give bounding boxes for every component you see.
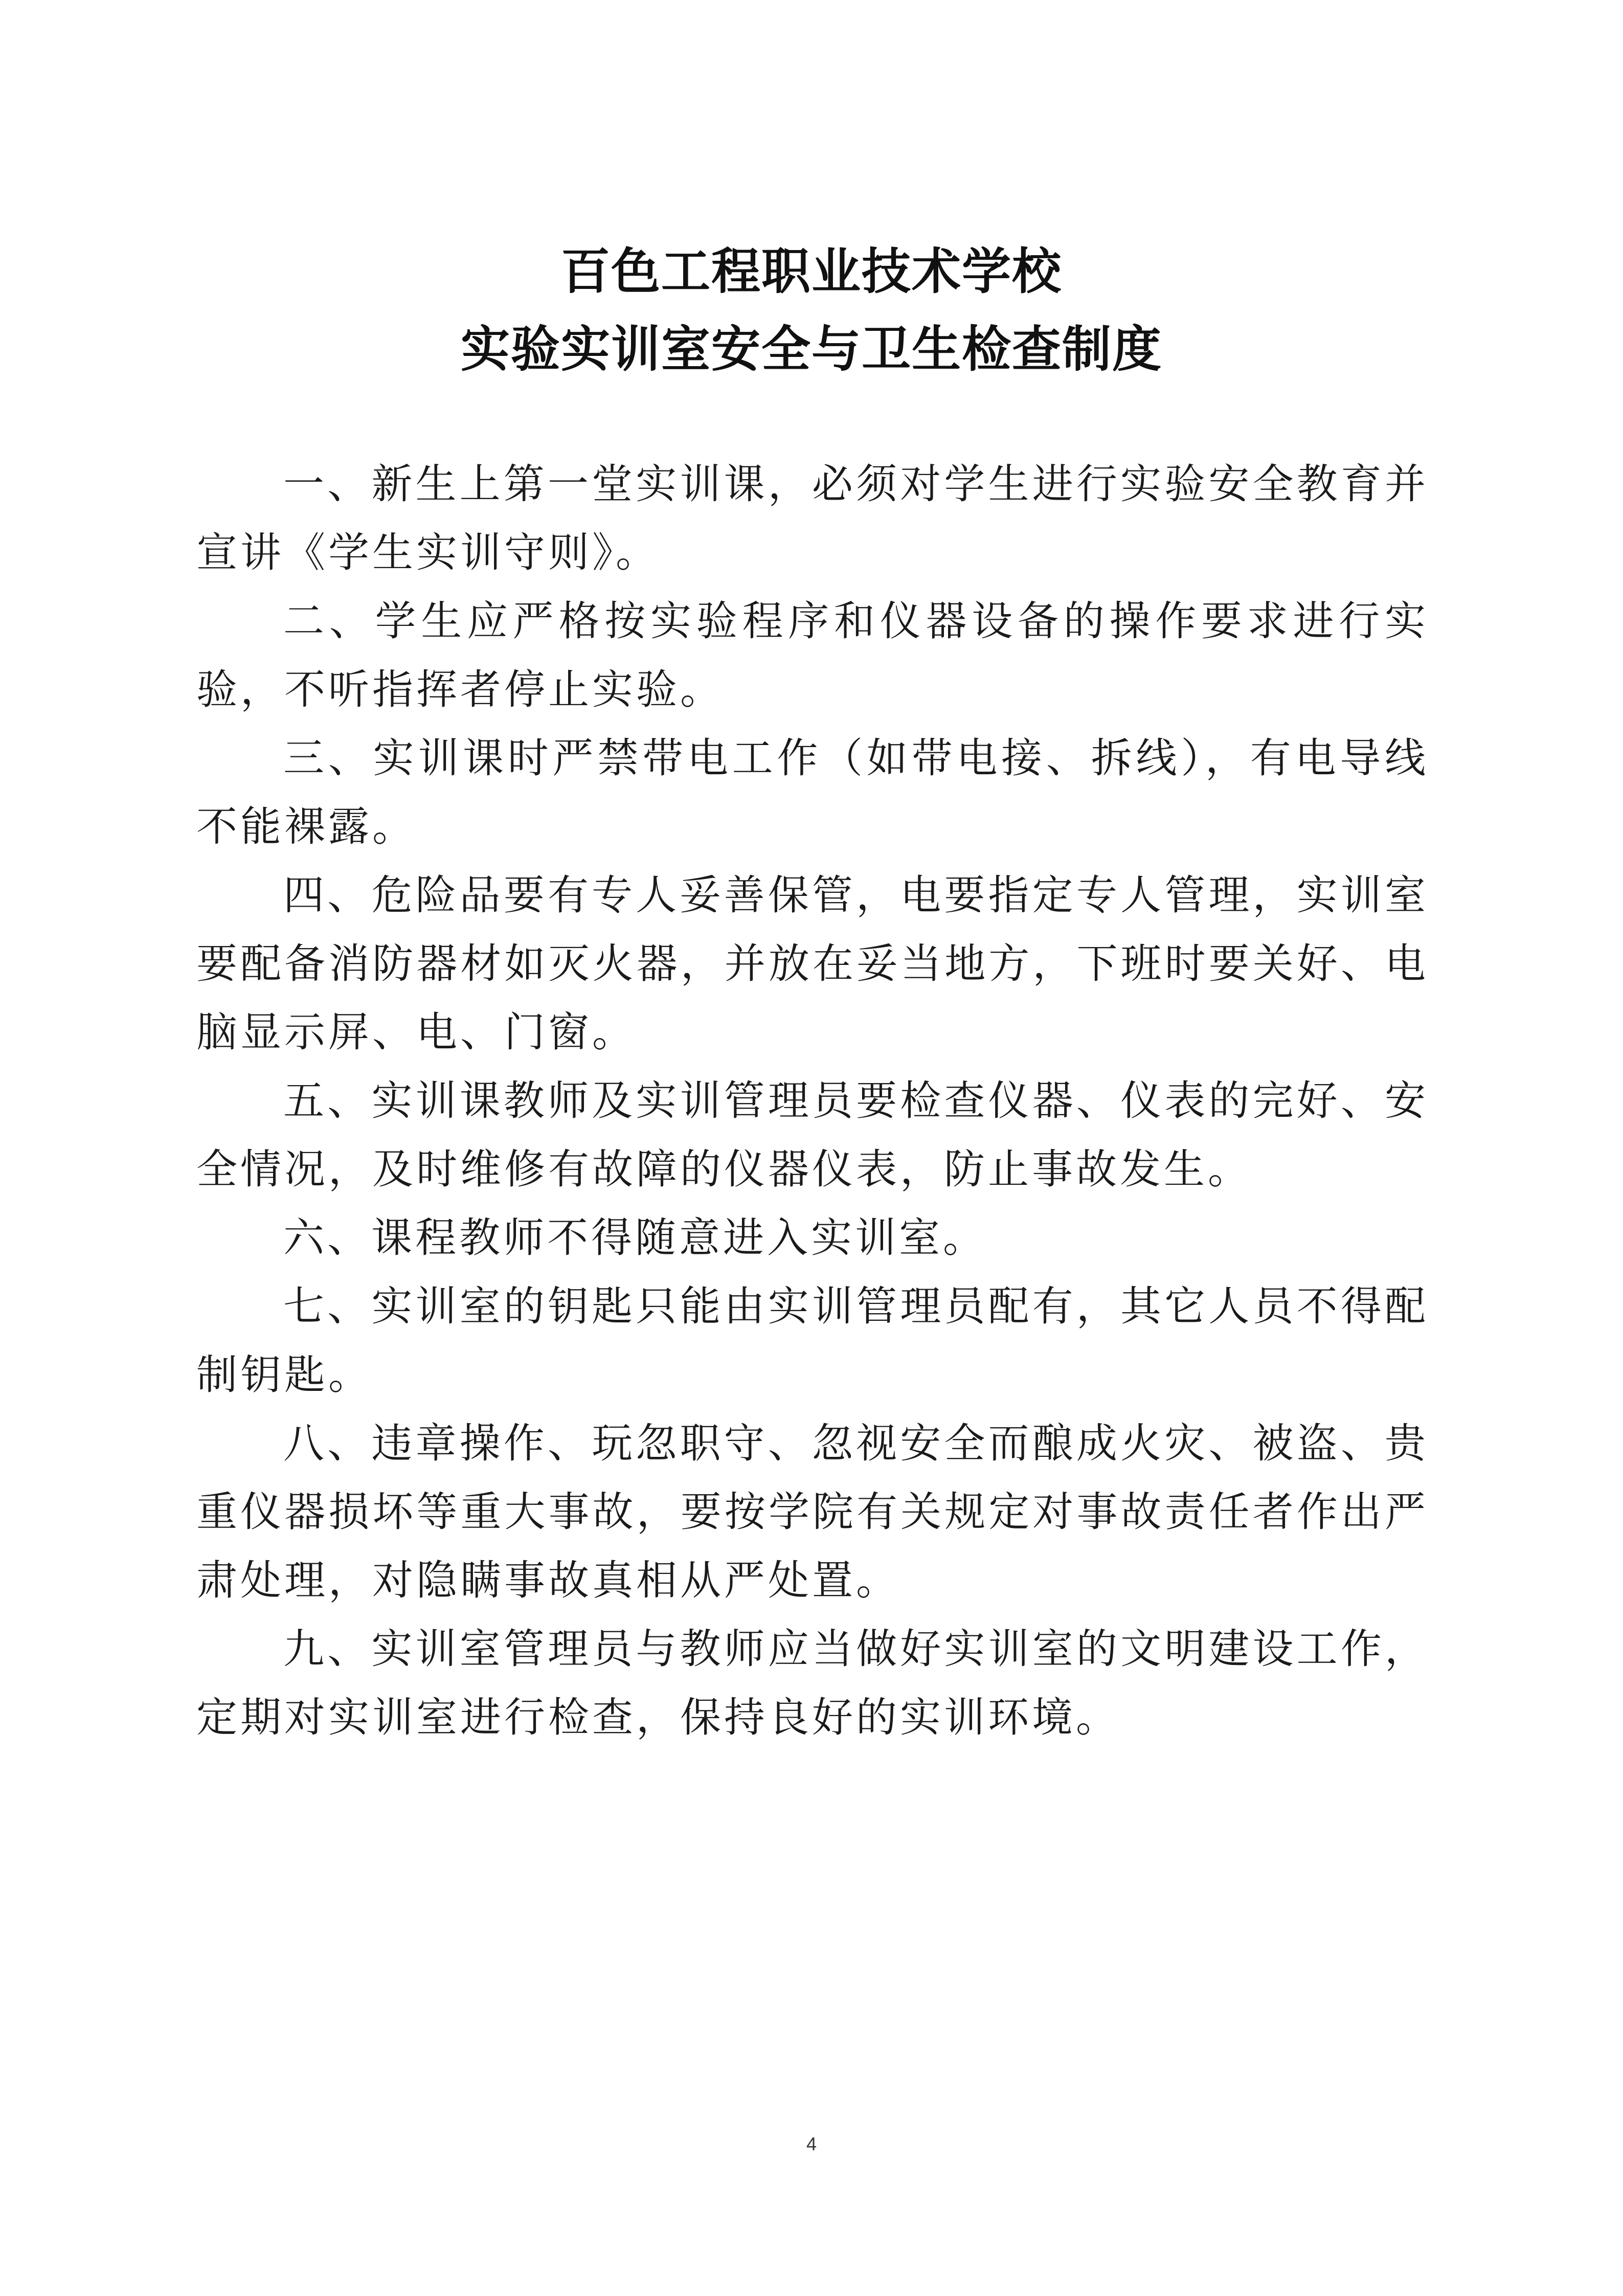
regulation-item-6: 六、课程教师不得随意进入实训室。 (283, 1214, 987, 1262)
title-school-name: 百色工程职业技术学校 (561, 242, 1062, 300)
regulation-item-1: 一、新生上第一堂实训课，必须对学生进行实验安全教育并宣讲《学生实训守则》。 (196, 460, 1429, 576)
regulation-item-8: 八、违章操作、玩忽职守、忽视安全而酿成火灾、被盗、贵重仪器损坏等重大事故，要按学院有关规定对事故责任者作出严肃处理，对隐瞒事故真相从严处置。 (196, 1420, 1429, 1604)
regulation-item-2: 二、学生应严格按实验程序和仪器设备的操作要求进行实验，不听指挥者停止实验。 (196, 597, 1429, 713)
title-regulation-name: 实验实训室安全与卫生检查制度 (461, 320, 1162, 378)
regulation-item-9: 九、实训室管理员与教师应当做好实训室的文明建设工作，定期对实训室进行检查，保持良好的实训环境。 (196, 1625, 1429, 1741)
regulation-body (196, 450, 1429, 1752)
regulation-item-5: 五、实训课教师及实训管理员要检查仪器、仪表的完好、安全情况，及时维修有故障的仪器仪表，防止事故发生。 (196, 1077, 1429, 1193)
page-number: 4 (806, 2133, 817, 2154)
regulation-item-3: 三、实训课时严禁带电工作（如带电接、拆线），有电导线不能裸露。 (196, 734, 1429, 850)
regulation-item-7: 七、实训室的钥匙只能由实训管理员配有，其它人员不得配制钥匙。 (196, 1282, 1429, 1399)
regulation-item-4: 四、危险品要有专人妥善保管，电要指定专人管理，实训室要配备消防器材如灭火器，并放在妥当地方，下班时要关好、电脑显示屏、电、门窗。 (196, 871, 1429, 1056)
document-title (0, 233, 1623, 388)
